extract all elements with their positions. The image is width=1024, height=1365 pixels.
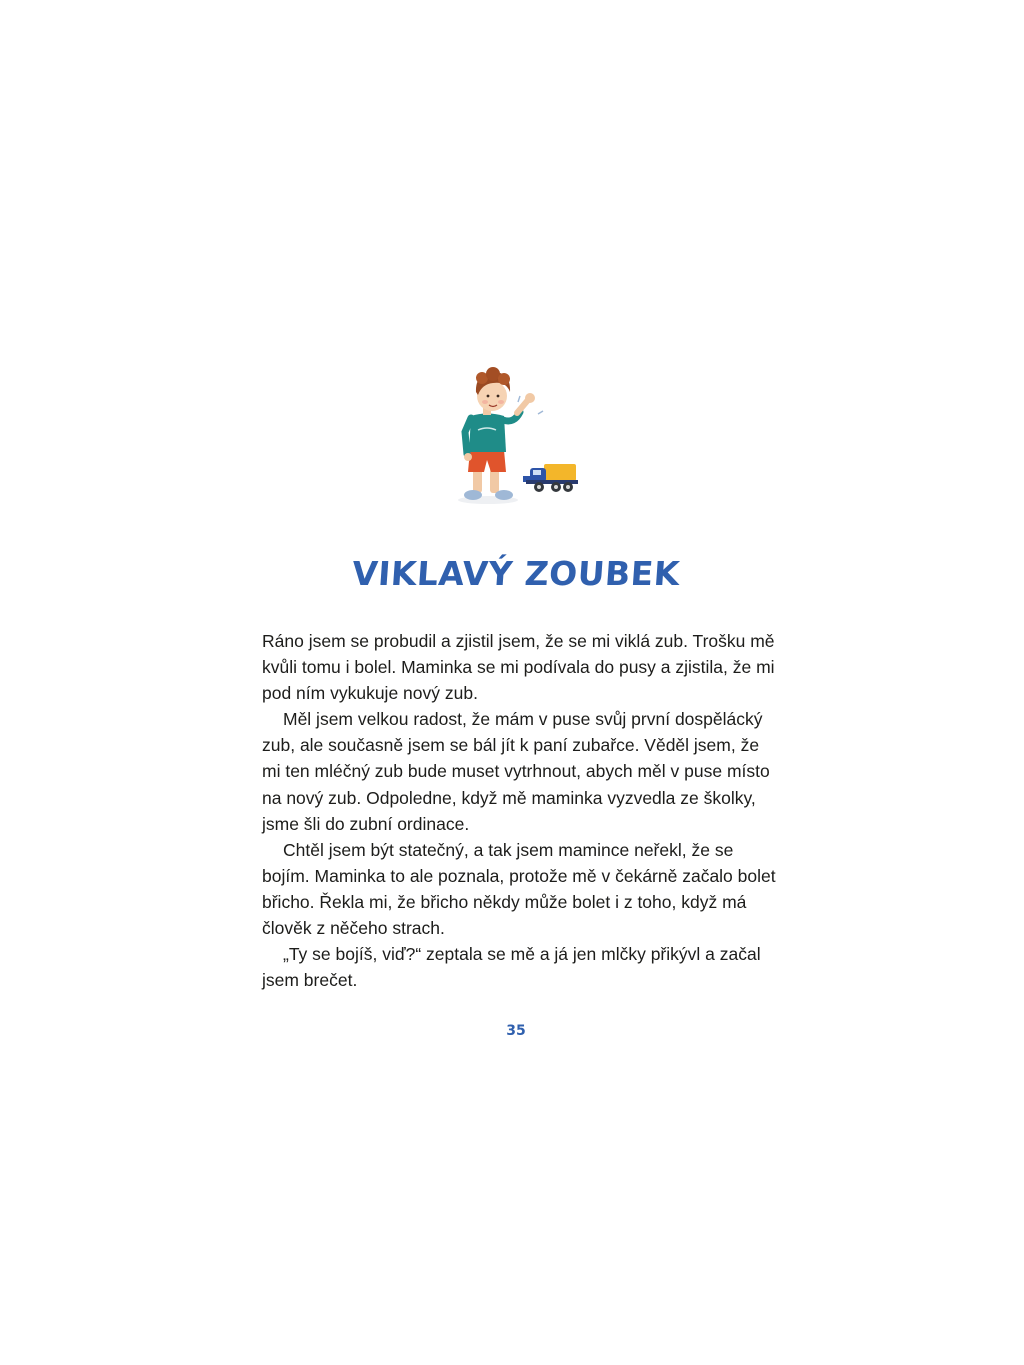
story-paragraph: Měl jsem velkou radost, že mám v puse svůj první dospělácký zub, ale současně jsem se bál jít k paní zubařce. Věděl jsem, že mi ten mléčný zub bude muset vytrhnout, abych měl v puse místo na nový zub. Odpoledne, když mě maminka vyzvedla ze školky, jsme šli do zubní ordinace.: [262, 709, 770, 834]
story-paragraph: Chtěl jsem být statečný, a tak jsem mamince neřekl, že se bojím. Maminka to ale poznala, protože mě v čekárně začalo bolet břicho. Řekla mi, že břicho někdy může bolet i z toho, když má člověk z něčeho strach.: [262, 839, 776, 939]
story-paragraph: Ráno jsem se probudil a zjistil jsem, že se mi viklá zub. Trošku mě kvůli tomu i bolel. Maminka se mi podívala do pusy a zjistila, že mi pod ním vykukuje nový zub.: [262, 631, 775, 704]
chapter-title: VIKLAVÝ ZOUBEK: [350, 554, 682, 594]
story-paragraph: „Ty se bojíš, viď?“ zeptala se mě a já jen mlčky přikývl a začal jsem brečet.: [262, 944, 761, 991]
page-number: 35: [506, 1023, 526, 1039]
boy-waving-with-toy-truck-icon: [448, 362, 588, 512]
story-text: [262, 628, 782, 993]
